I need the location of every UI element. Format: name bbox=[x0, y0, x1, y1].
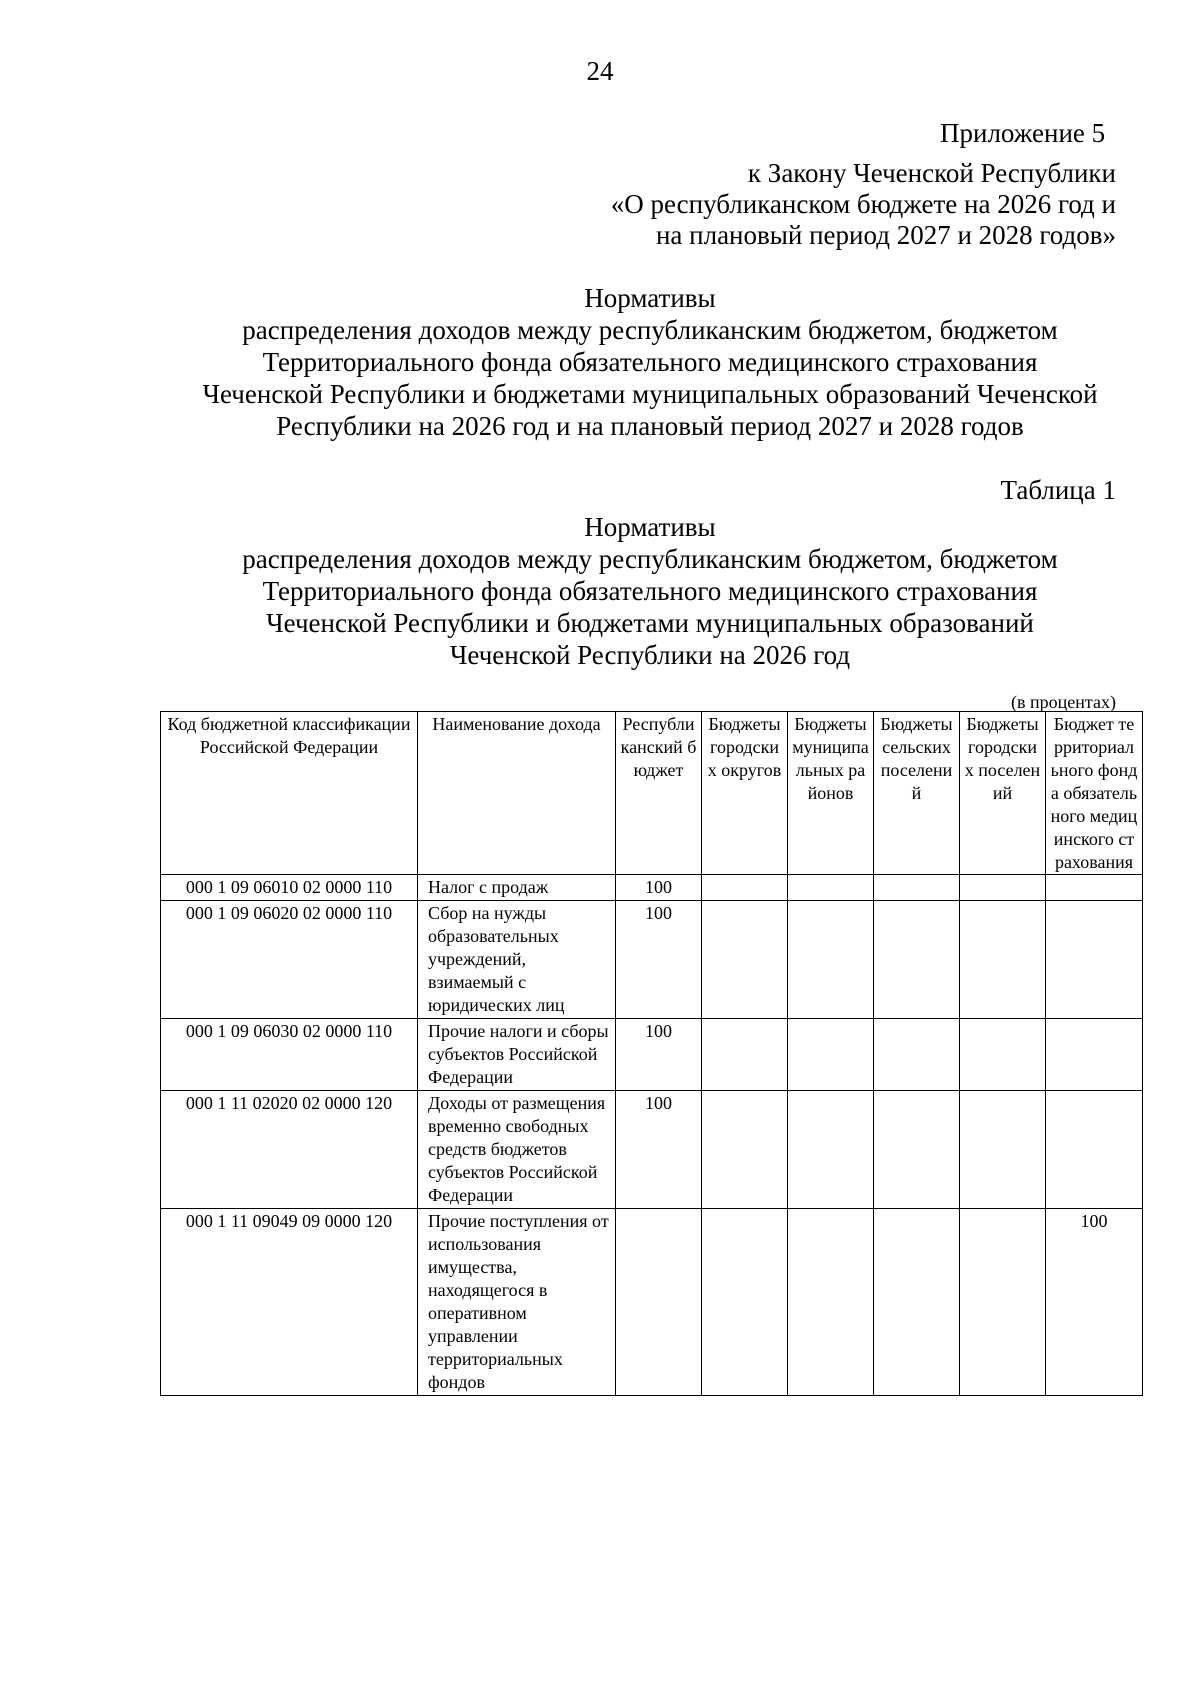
cell-code: 000 1 11 02020 02 0000 120 bbox=[161, 1091, 418, 1209]
cell-value bbox=[788, 875, 874, 901]
table-row bbox=[161, 901, 1143, 1019]
cell-value bbox=[702, 901, 788, 1019]
header-rural-settlements: Бюджеты сельских поселений bbox=[874, 712, 960, 875]
cell-value bbox=[1046, 1091, 1143, 1209]
cell-value bbox=[960, 875, 1046, 901]
cell-value bbox=[1046, 1019, 1143, 1091]
main-heading bbox=[150, 282, 1150, 442]
header-municipal-districts: Бюджеты муниципальных районов bbox=[788, 712, 874, 875]
main-heading-line: Территориального фонда обязательного медицинского страхования bbox=[262, 347, 1038, 377]
table-heading-line: распределения доходов между республиканским бюджетом, бюджетом bbox=[242, 544, 1058, 574]
cell-value: 100 bbox=[616, 875, 702, 901]
table-heading-title: Нормативы bbox=[584, 512, 716, 542]
table-heading-line: Чеченской Республики и бюджетами муниципальных образований bbox=[266, 608, 1034, 638]
law-reference bbox=[611, 158, 1116, 251]
appendix-title: Приложение 5 bbox=[940, 118, 1106, 148]
cell-value bbox=[702, 1209, 788, 1396]
law-reference-line: на плановый период 2027 и 2028 годов» bbox=[655, 220, 1116, 250]
table-row bbox=[161, 1209, 1143, 1396]
main-heading-line: распределения доходов между республиканским бюджетом, бюджетом bbox=[242, 315, 1058, 345]
cell-value bbox=[788, 901, 874, 1019]
table-row bbox=[161, 1091, 1143, 1209]
table-header-row bbox=[161, 712, 1143, 875]
header-city-districts: Бюджеты городских округов bbox=[702, 712, 788, 875]
cell-value bbox=[788, 1091, 874, 1209]
cell-value bbox=[960, 1091, 1046, 1209]
cell-value bbox=[788, 1019, 874, 1091]
cell-value bbox=[702, 1091, 788, 1209]
cell-value bbox=[874, 901, 960, 1019]
table-label: Таблица 1 bbox=[1000, 475, 1116, 505]
main-heading-line: Республики на 2026 год и на плановый период 2027 и 2028 годов bbox=[276, 411, 1024, 441]
main-heading-line: Чеченской Республики и бюджетами муниципальных образований Чеченской bbox=[202, 379, 1098, 409]
cell-value bbox=[874, 875, 960, 901]
cell-code: 000 1 09 06010 02 0000 110 bbox=[161, 875, 418, 901]
unit-note: (в процентах) bbox=[1011, 692, 1116, 712]
cell-value bbox=[702, 1019, 788, 1091]
header-urban-settlements: Бюджеты городских поселений bbox=[960, 712, 1046, 875]
cell-name: Сбор на нужды образовательных учреждений, взимаемый с юридических лиц bbox=[418, 901, 616, 1019]
cell-name: Налог с продаж bbox=[418, 875, 616, 901]
norms-table bbox=[160, 711, 1143, 1396]
cell-name: Прочие налоги и сборы субъектов Российской Федерации bbox=[418, 1019, 616, 1091]
main-heading-title: Нормативы bbox=[584, 283, 716, 313]
cell-value: 100 bbox=[616, 1091, 702, 1209]
cell-code: 000 1 09 06030 02 0000 110 bbox=[161, 1019, 418, 1091]
cell-value bbox=[1046, 901, 1143, 1019]
cell-value bbox=[960, 901, 1046, 1019]
header-name: Наименование дохода bbox=[418, 712, 616, 875]
header-code: Код бюджетной классификации Российской Федерации bbox=[161, 712, 418, 875]
cell-code: 000 1 11 09049 09 0000 120 bbox=[161, 1209, 418, 1396]
cell-value bbox=[874, 1091, 960, 1209]
header-insurance-fund: Бюджет территориального фонда обязательного медицинского страхования bbox=[1046, 712, 1143, 875]
cell-value bbox=[960, 1209, 1046, 1396]
cell-value bbox=[788, 1209, 874, 1396]
table-heading-line: Территориального фонда обязательного медицинского страхования bbox=[262, 576, 1038, 606]
cell-value bbox=[616, 1209, 702, 1396]
cell-name: Прочие поступления от использования имущества, находящегося в оперативном управлении территориальных фондов bbox=[418, 1209, 616, 1396]
page-number: 24 bbox=[586, 56, 614, 86]
cell-value: 100 bbox=[616, 901, 702, 1019]
cell-value bbox=[960, 1019, 1046, 1091]
cell-value bbox=[874, 1019, 960, 1091]
cell-code: 000 1 09 06020 02 0000 110 bbox=[161, 901, 418, 1019]
table-heading bbox=[150, 511, 1150, 671]
cell-value bbox=[874, 1209, 960, 1396]
law-reference-line: «О республиканском бюджете на 2026 год и bbox=[610, 189, 1116, 219]
cell-value bbox=[1046, 875, 1143, 901]
header-republic-budget: Республиканский бюджет bbox=[616, 712, 702, 875]
law-reference-line: к Закону Чеченской Республики bbox=[747, 158, 1116, 188]
table-row bbox=[161, 1019, 1143, 1091]
cell-value: 100 bbox=[1046, 1209, 1143, 1396]
cell-value: 100 bbox=[616, 1019, 702, 1091]
table-row bbox=[161, 875, 1143, 901]
table-heading-line: Чеченской Республики на 2026 год bbox=[449, 640, 851, 670]
cell-value bbox=[702, 875, 788, 901]
cell-name: Доходы от размещения временно свободных средств бюджетов субъектов Российской Федерации bbox=[418, 1091, 616, 1209]
